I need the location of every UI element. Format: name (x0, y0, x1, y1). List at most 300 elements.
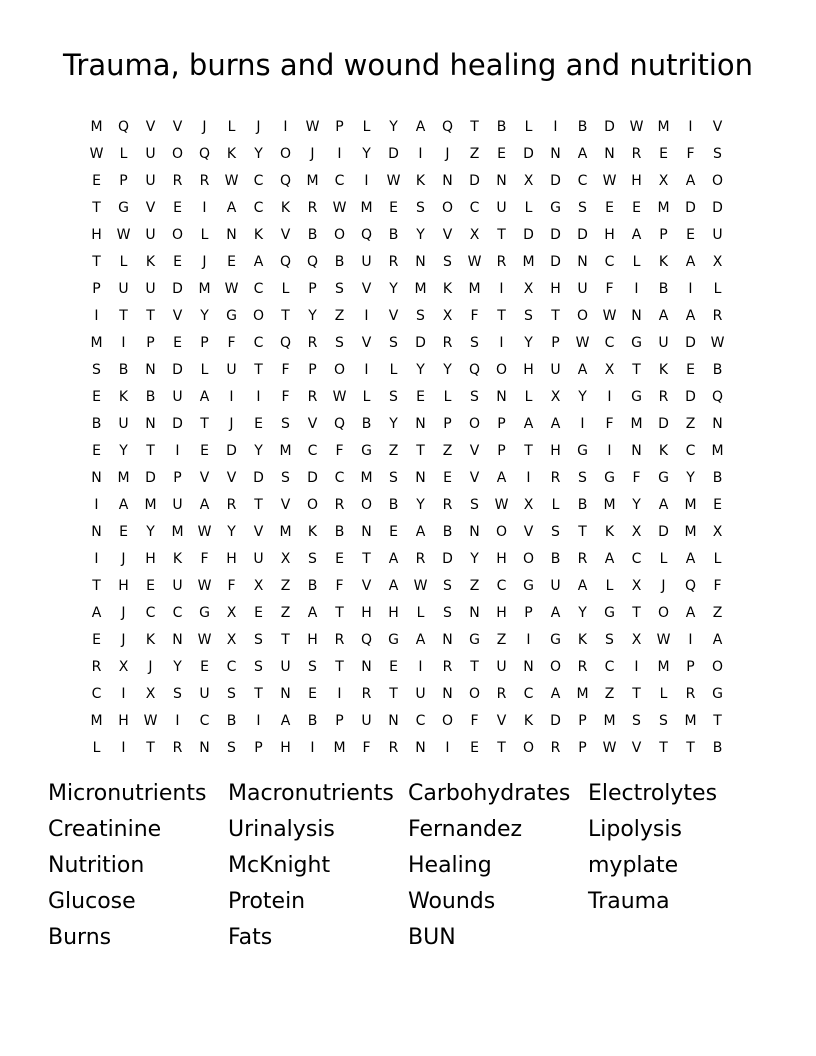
grid-letter[interactable]: D (469, 172, 480, 189)
grid-letter[interactable]: D (658, 415, 669, 432)
grid-letter[interactable]: R (334, 496, 345, 513)
grid-letter[interactable]: A (415, 631, 426, 648)
grid-letter[interactable]: Y (524, 334, 533, 351)
grid-letter[interactable]: B (577, 496, 588, 513)
grid-letter[interactable]: S (524, 307, 533, 324)
grid-letter[interactable]: G (604, 604, 615, 621)
grid-letter[interactable]: H (118, 712, 129, 729)
grid-letter[interactable]: L (605, 577, 614, 594)
grid-letter[interactable]: N (631, 307, 642, 324)
grid-letter[interactable]: I (364, 172, 369, 189)
grid-letter[interactable]: C (685, 442, 696, 459)
grid-letter[interactable]: P (335, 118, 344, 135)
grid-letter[interactable]: C (604, 658, 615, 675)
grid-letter[interactable]: R (307, 334, 318, 351)
grid-letter[interactable]: W (197, 523, 212, 540)
grid-letter[interactable]: V (226, 469, 237, 486)
grid-letter[interactable]: Q (198, 145, 211, 162)
grid-letter[interactable]: E (308, 685, 317, 702)
grid-letter[interactable]: U (145, 280, 156, 297)
grid-letter[interactable]: T (146, 739, 155, 756)
grid-letter[interactable]: G (604, 469, 615, 486)
grid-letter[interactable]: G (388, 631, 399, 648)
grid-letter[interactable]: K (118, 388, 129, 405)
grid-letter[interactable]: U (145, 145, 156, 162)
grid-letter[interactable]: E (254, 415, 263, 432)
grid-letter[interactable]: A (118, 496, 129, 513)
grid-letter[interactable]: Y (389, 118, 398, 135)
grid-letter[interactable]: L (551, 496, 560, 513)
grid-letter[interactable]: E (200, 658, 209, 675)
grid-letter[interactable]: F (713, 577, 722, 594)
grid-letter[interactable]: X (631, 631, 642, 648)
grid-letter[interactable]: R (172, 172, 183, 189)
grid-letter[interactable]: F (281, 361, 290, 378)
grid-letter[interactable]: Z (442, 442, 453, 459)
grid-letter[interactable]: T (281, 307, 290, 324)
grid-letter[interactable]: X (712, 523, 723, 540)
grid-letter[interactable]: L (200, 361, 209, 378)
grid-letter[interactable]: P (146, 334, 155, 351)
grid-letter[interactable]: T (281, 631, 290, 648)
grid-letter[interactable]: P (551, 334, 560, 351)
grid-letter[interactable]: L (524, 199, 533, 216)
grid-letter[interactable]: S (416, 307, 425, 324)
grid-letter[interactable]: Y (578, 388, 587, 405)
grid-letter[interactable]: M (279, 442, 292, 459)
grid-letter[interactable]: W (602, 172, 617, 189)
grid-letter[interactable]: N (145, 361, 156, 378)
grid-letter[interactable]: M (522, 253, 535, 270)
grid-letter[interactable]: U (577, 280, 588, 297)
grid-letter[interactable]: I (688, 631, 693, 648)
grid-letter[interactable]: C (604, 334, 615, 351)
grid-letter[interactable]: B (496, 118, 507, 135)
grid-letter[interactable]: A (658, 496, 669, 513)
grid-letter[interactable]: A (604, 550, 615, 567)
grid-letter[interactable]: O (576, 307, 589, 324)
grid-letter[interactable]: I (526, 469, 531, 486)
grid-letter[interactable]: B (145, 388, 156, 405)
grid-letter[interactable]: H (496, 550, 507, 567)
grid-letter[interactable]: A (550, 685, 561, 702)
grid-letter[interactable]: E (335, 550, 344, 567)
grid-letter[interactable]: C (307, 442, 318, 459)
grid-letter[interactable]: T (389, 685, 398, 702)
grid-letter[interactable]: I (607, 388, 612, 405)
grid-letter[interactable]: C (415, 712, 426, 729)
grid-letter[interactable]: A (388, 550, 399, 567)
grid-letter[interactable]: M (279, 523, 292, 540)
grid-letter[interactable]: Y (362, 145, 371, 162)
grid-letter[interactable]: M (711, 442, 724, 459)
grid-letter[interactable]: M (603, 496, 616, 513)
grid-letter[interactable]: W (467, 253, 482, 270)
grid-letter[interactable]: M (333, 739, 346, 756)
grid-letter[interactable]: G (361, 442, 372, 459)
grid-letter[interactable]: X (550, 388, 561, 405)
grid-letter[interactable]: E (173, 199, 182, 216)
grid-letter[interactable]: Z (469, 145, 480, 162)
grid-letter[interactable]: O (522, 739, 535, 756)
grid-letter[interactable]: X (658, 172, 669, 189)
grid-letter[interactable]: V (145, 199, 156, 216)
grid-letter[interactable]: V (361, 280, 372, 297)
grid-letter[interactable]: U (199, 685, 210, 702)
grid-letter[interactable]: B (388, 496, 399, 513)
grid-letter[interactable]: P (119, 172, 128, 189)
grid-letter[interactable]: F (605, 280, 614, 297)
grid-letter[interactable]: E (470, 739, 479, 756)
grid-letter[interactable]: V (361, 577, 372, 594)
grid-letter[interactable]: S (470, 496, 479, 513)
grid-letter[interactable]: U (361, 253, 372, 270)
grid-letter[interactable]: F (227, 577, 236, 594)
grid-letter[interactable]: K (658, 253, 669, 270)
grid-letter[interactable]: V (280, 496, 291, 513)
grid-letter[interactable]: Z (280, 604, 291, 621)
grid-letter[interactable]: S (389, 388, 398, 405)
grid-letter[interactable]: K (145, 253, 156, 270)
grid-letter[interactable]: C (145, 604, 156, 621)
grid-letter[interactable]: S (335, 334, 344, 351)
grid-letter[interactable]: E (173, 334, 182, 351)
grid-letter[interactable]: V (442, 226, 453, 243)
grid-letter[interactable]: X (442, 307, 453, 324)
grid-letter[interactable]: O (360, 496, 373, 513)
grid-letter[interactable]: W (116, 226, 131, 243)
grid-letter[interactable]: J (202, 118, 207, 135)
grid-letter[interactable]: L (119, 253, 128, 270)
grid-letter[interactable]: H (91, 226, 102, 243)
grid-letter[interactable]: N (145, 415, 156, 432)
grid-letter[interactable]: J (121, 604, 126, 621)
grid-letter[interactable]: S (227, 739, 236, 756)
grid-letter[interactable]: S (281, 469, 290, 486)
grid-letter[interactable]: R (307, 388, 318, 405)
grid-letter[interactable]: G (658, 469, 669, 486)
grid-letter[interactable]: I (526, 631, 531, 648)
grid-letter[interactable]: O (279, 145, 292, 162)
grid-letter[interactable]: T (713, 712, 722, 729)
grid-letter[interactable]: E (686, 226, 695, 243)
grid-letter[interactable]: I (337, 145, 342, 162)
grid-letter[interactable]: R (496, 253, 507, 270)
grid-letter[interactable]: S (713, 145, 722, 162)
grid-letter[interactable]: Y (200, 307, 209, 324)
grid-letter[interactable]: X (253, 577, 264, 594)
grid-letter[interactable]: Y (173, 658, 182, 675)
grid-letter[interactable]: V (172, 307, 183, 324)
grid-letter[interactable]: A (523, 415, 534, 432)
grid-letter[interactable]: R (415, 550, 426, 567)
grid-letter[interactable]: D (712, 199, 723, 216)
grid-letter[interactable]: F (632, 469, 641, 486)
grid-letter[interactable]: K (226, 145, 237, 162)
grid-letter[interactable]: Y (632, 496, 641, 513)
grid-letter[interactable]: N (577, 253, 588, 270)
grid-letter[interactable]: P (308, 361, 317, 378)
grid-letter[interactable]: T (200, 415, 209, 432)
grid-letter[interactable]: N (361, 523, 372, 540)
grid-letter[interactable]: D (658, 523, 669, 540)
grid-letter[interactable]: R (550, 469, 561, 486)
grid-letter[interactable]: Y (443, 361, 452, 378)
grid-letter[interactable]: F (470, 307, 479, 324)
grid-letter[interactable]: W (89, 145, 104, 162)
grid-letter[interactable]: B (307, 712, 318, 729)
grid-letter[interactable]: D (550, 712, 561, 729)
grid-letter[interactable]: H (145, 550, 156, 567)
grid-letter[interactable]: K (280, 199, 291, 216)
grid-letter[interactable]: A (550, 415, 561, 432)
grid-letter[interactable]: T (578, 523, 587, 540)
grid-letter[interactable]: V (631, 739, 642, 756)
grid-letter[interactable]: G (226, 307, 237, 324)
grid-letter[interactable]: N (415, 469, 426, 486)
grid-letter[interactable]: M (657, 118, 670, 135)
grid-letter[interactable]: U (226, 361, 237, 378)
grid-letter[interactable]: I (337, 685, 342, 702)
grid-letter[interactable]: G (469, 631, 480, 648)
grid-letter[interactable]: I (364, 361, 369, 378)
grid-letter[interactable]: G (118, 199, 129, 216)
grid-letter[interactable]: L (659, 550, 668, 567)
grid-letter[interactable]: P (92, 280, 101, 297)
grid-letter[interactable]: B (334, 253, 345, 270)
grid-letter[interactable]: X (523, 496, 534, 513)
grid-letter[interactable]: T (335, 604, 344, 621)
grid-letter[interactable]: Q (441, 118, 454, 135)
grid-letter[interactable]: F (605, 415, 614, 432)
grid-letter[interactable]: R (226, 496, 237, 513)
grid-letter[interactable]: I (499, 280, 504, 297)
grid-letter[interactable]: T (146, 442, 155, 459)
grid-letter[interactable]: S (632, 712, 641, 729)
grid-letter[interactable]: Y (146, 523, 155, 540)
grid-letter[interactable]: U (172, 577, 183, 594)
grid-letter[interactable]: O (252, 307, 265, 324)
grid-letter[interactable]: N (550, 145, 561, 162)
grid-letter[interactable]: X (145, 685, 156, 702)
grid-letter[interactable]: O (549, 658, 562, 675)
grid-letter[interactable]: X (523, 280, 534, 297)
grid-letter[interactable]: I (499, 334, 504, 351)
grid-letter[interactable]: K (658, 442, 669, 459)
grid-letter[interactable]: X (226, 631, 237, 648)
grid-letter[interactable]: D (442, 550, 453, 567)
grid-letter[interactable]: T (497, 307, 506, 324)
grid-letter[interactable]: O (495, 361, 508, 378)
grid-letter[interactable]: Z (496, 631, 507, 648)
grid-letter[interactable]: H (118, 577, 129, 594)
grid-letter[interactable]: I (445, 739, 450, 756)
grid-letter[interactable]: I (418, 145, 423, 162)
grid-letter[interactable]: E (632, 199, 641, 216)
grid-letter[interactable]: P (200, 334, 209, 351)
grid-letter[interactable]: F (470, 712, 479, 729)
grid-letter[interactable]: S (578, 469, 587, 486)
grid-letter[interactable]: S (578, 199, 587, 216)
grid-letter[interactable]: W (332, 199, 347, 216)
grid-letter[interactable]: I (121, 685, 126, 702)
grid-letter[interactable]: Q (279, 334, 292, 351)
grid-letter[interactable]: R (442, 334, 453, 351)
grid-letter[interactable]: D (685, 388, 696, 405)
grid-letter[interactable]: Q (333, 415, 346, 432)
grid-letter[interactable]: A (658, 307, 669, 324)
grid-letter[interactable]: V (469, 442, 480, 459)
grid-letter[interactable]: G (712, 685, 723, 702)
grid-letter[interactable]: M (630, 415, 643, 432)
grid-letter[interactable]: W (197, 577, 212, 594)
grid-letter[interactable]: H (550, 280, 561, 297)
grid-letter[interactable]: L (416, 604, 425, 621)
grid-letter[interactable]: L (632, 253, 641, 270)
grid-letter[interactable]: G (577, 442, 588, 459)
grid-letter[interactable]: T (632, 604, 641, 621)
grid-letter[interactable]: M (90, 712, 103, 729)
grid-letter[interactable]: Z (469, 577, 480, 594)
grid-letter[interactable]: C (496, 577, 507, 594)
grid-letter[interactable]: S (659, 712, 668, 729)
grid-letter[interactable]: N (91, 469, 102, 486)
grid-letter[interactable]: T (470, 118, 479, 135)
grid-letter[interactable]: B (550, 550, 561, 567)
grid-letter[interactable]: R (442, 496, 453, 513)
grid-letter[interactable]: P (578, 739, 587, 756)
grid-letter[interactable]: I (94, 496, 99, 513)
grid-letter[interactable]: T (497, 226, 506, 243)
grid-letter[interactable]: D (685, 334, 696, 351)
grid-letter[interactable]: C (253, 280, 264, 297)
grid-letter[interactable]: B (361, 415, 372, 432)
grid-letter[interactable]: Z (334, 307, 345, 324)
grid-letter[interactable]: R (712, 307, 723, 324)
grid-letter[interactable]: E (173, 253, 182, 270)
grid-letter[interactable]: J (121, 631, 126, 648)
grid-letter[interactable]: P (578, 712, 587, 729)
grid-letter[interactable]: S (227, 685, 236, 702)
grid-letter[interactable]: L (362, 118, 371, 135)
grid-letter[interactable]: T (551, 307, 560, 324)
grid-letter[interactable]: A (685, 172, 696, 189)
grid-letter[interactable]: H (280, 739, 291, 756)
grid-letter[interactable]: Z (685, 415, 696, 432)
grid-letter[interactable]: S (281, 415, 290, 432)
grid-letter[interactable]: D (415, 334, 426, 351)
grid-letter[interactable]: E (659, 145, 668, 162)
grid-letter[interactable]: M (306, 172, 319, 189)
grid-letter[interactable]: T (470, 658, 479, 675)
grid-letter[interactable]: V (280, 226, 291, 243)
grid-letter[interactable]: Y (389, 280, 398, 297)
grid-letter[interactable]: U (361, 712, 372, 729)
grid-letter[interactable]: P (497, 442, 506, 459)
grid-letter[interactable]: A (685, 307, 696, 324)
grid-letter[interactable]: D (172, 415, 183, 432)
grid-letter[interactable]: Y (470, 550, 479, 567)
grid-letter[interactable]: H (226, 550, 237, 567)
grid-letter[interactable]: E (497, 145, 506, 162)
grid-letter[interactable]: T (119, 307, 128, 324)
grid-letter[interactable]: S (470, 388, 479, 405)
grid-letter[interactable]: Z (280, 577, 291, 594)
grid-letter[interactable]: L (443, 388, 452, 405)
grid-letter[interactable]: R (577, 550, 588, 567)
grid-letter[interactable]: W (575, 334, 590, 351)
grid-letter[interactable]: R (442, 658, 453, 675)
grid-letter[interactable]: O (171, 145, 184, 162)
grid-letter[interactable]: B (442, 523, 453, 540)
grid-letter[interactable]: T (416, 442, 425, 459)
grid-letter[interactable]: O (441, 199, 454, 216)
grid-letter[interactable]: N (469, 523, 480, 540)
grid-letter[interactable]: N (172, 631, 183, 648)
grid-letter[interactable]: O (468, 415, 481, 432)
grid-letter[interactable]: H (631, 172, 642, 189)
grid-letter[interactable]: A (496, 469, 507, 486)
grid-letter[interactable]: W (332, 388, 347, 405)
grid-letter[interactable]: A (415, 118, 426, 135)
grid-letter[interactable]: T (92, 199, 101, 216)
grid-letter[interactable]: A (307, 604, 318, 621)
grid-letter[interactable]: E (389, 199, 398, 216)
grid-letter[interactable]: L (713, 280, 722, 297)
grid-letter[interactable]: I (256, 712, 261, 729)
grid-letter[interactable]: A (577, 577, 588, 594)
grid-letter[interactable]: C (253, 199, 264, 216)
grid-letter[interactable]: Q (279, 253, 292, 270)
grid-letter[interactable]: Q (360, 226, 373, 243)
grid-letter[interactable]: X (523, 172, 534, 189)
grid-letter[interactable]: I (121, 739, 126, 756)
grid-letter[interactable]: G (523, 577, 534, 594)
grid-letter[interactable]: F (335, 442, 344, 459)
grid-letter[interactable]: M (684, 496, 697, 513)
grid-letter[interactable]: N (469, 604, 480, 621)
grid-letter[interactable]: M (360, 469, 373, 486)
grid-letter[interactable]: O (441, 712, 454, 729)
grid-letter[interactable]: P (497, 415, 506, 432)
grid-letter[interactable]: X (631, 577, 642, 594)
grid-letter[interactable]: Y (578, 604, 587, 621)
grid-letter[interactable]: B (226, 712, 237, 729)
grid-letter[interactable]: Z (604, 685, 615, 702)
grid-letter[interactable]: A (577, 361, 588, 378)
grid-letter[interactable]: U (280, 658, 291, 675)
grid-letter[interactable]: W (413, 577, 428, 594)
grid-letter[interactable]: M (603, 712, 616, 729)
grid-letter[interactable]: N (523, 658, 534, 675)
grid-letter[interactable]: S (335, 280, 344, 297)
grid-letter[interactable]: V (469, 469, 480, 486)
grid-letter[interactable]: T (632, 361, 641, 378)
grid-letter[interactable]: C (226, 658, 237, 675)
grid-letter[interactable]: S (254, 631, 263, 648)
grid-letter[interactable]: K (658, 361, 669, 378)
grid-letter[interactable]: T (497, 739, 506, 756)
grid-letter[interactable]: T (254, 361, 263, 378)
grid-letter[interactable]: H (361, 604, 372, 621)
grid-letter[interactable]: N (442, 685, 453, 702)
grid-letter[interactable]: D (550, 226, 561, 243)
grid-letter[interactable]: P (335, 712, 344, 729)
grid-letter[interactable]: L (659, 685, 668, 702)
grid-letter[interactable]: C (253, 172, 264, 189)
grid-letter[interactable]: Q (711, 388, 724, 405)
grid-letter[interactable]: R (631, 145, 642, 162)
